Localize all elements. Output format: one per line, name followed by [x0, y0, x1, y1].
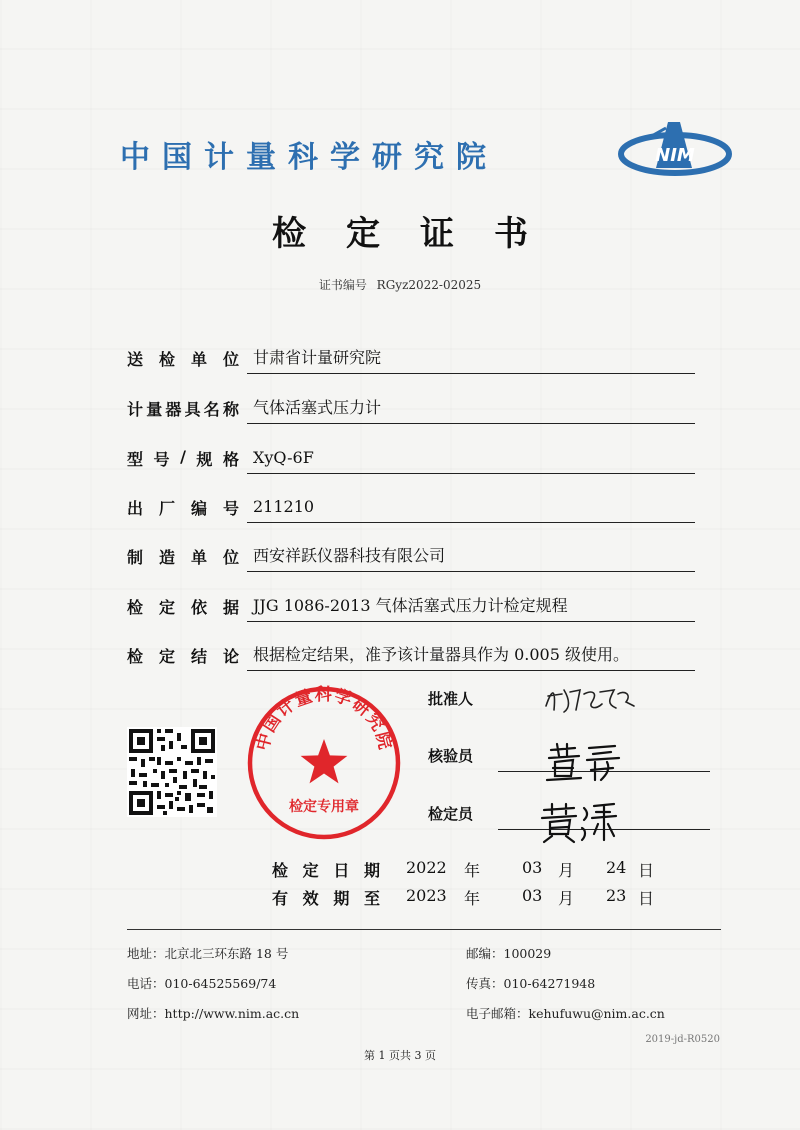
nim-logo	[618, 118, 732, 176]
field-serial	[127, 493, 695, 523]
approver-signature	[540, 680, 640, 720]
year-unit: 年	[464, 861, 481, 880]
check-day: 24	[606, 858, 627, 877]
field-submitter	[127, 344, 695, 374]
website-link[interactable]: 网址：http://www.nim.ac.cn	[127, 1006, 300, 1021]
svg-text:NIM: NIM	[655, 145, 695, 166]
page-number: 第 1 页共 3 页	[364, 1049, 436, 1062]
fax: 传真：010-64271948	[466, 976, 596, 991]
certificate-number	[0, 276, 800, 293]
inspector-label: 检定员	[428, 805, 474, 823]
field-label: 型 号 / 规 格	[127, 447, 239, 469]
valid-date-label: 有 效 期 至	[272, 889, 380, 908]
svg-text:中国计量科学研究院: 中国计量科学研究院	[252, 685, 396, 753]
field-label: 送 检 单 位	[127, 350, 239, 369]
field-label: 检 定 结 论	[127, 647, 239, 666]
valid-month: 03	[522, 886, 543, 905]
field-value: 气体活塞式压力计	[247, 395, 695, 424]
certificate-title: 检定证书	[272, 214, 568, 254]
valid-day: 23	[606, 886, 627, 905]
field-value: 西安祥跃仪器科技有限公司	[247, 543, 695, 572]
official-seal	[244, 683, 404, 843]
qr-code	[127, 727, 217, 817]
field-value: 211210	[247, 494, 695, 523]
field-value: XyQ-6F	[247, 445, 695, 474]
month-unit: 月	[558, 861, 575, 880]
address: 地址：北京北三环东路 18 号	[127, 946, 289, 961]
field-model	[127, 444, 695, 474]
form-code: 2019-jd-R0520	[645, 1034, 720, 1045]
field-value: 甘肃省计量研究院	[247, 345, 695, 374]
day-unit: 日	[638, 889, 655, 908]
year-unit: 年	[464, 889, 481, 908]
footer-divider	[127, 929, 721, 930]
check-year: 2022	[406, 858, 447, 877]
inspector-signature	[540, 800, 620, 844]
field-label: 计 量 器 具 名 称	[127, 400, 239, 419]
cert-no-label: 证书编号	[318, 278, 367, 292]
field-basis	[127, 592, 695, 622]
institute-name: 中国计量科学研究院	[120, 140, 498, 175]
postcode: 邮编：100029	[466, 946, 552, 961]
field-label: 检 定 依 据	[127, 598, 239, 617]
checker-label: 核验员	[428, 747, 474, 765]
field-value: JJG 1086-2013 气体活塞式压力计检定规程	[247, 593, 695, 622]
field-label: 出 厂 编 号	[127, 499, 239, 518]
cert-no-value: RGyz2022-02025	[376, 278, 482, 292]
inspection-date	[272, 858, 662, 882]
field-value: 根据检定结果，准予该计量器具作为 0.005 级使用。	[247, 642, 695, 671]
checker-signature	[545, 740, 625, 784]
field-manufacturer	[127, 542, 695, 572]
valid-until-date	[272, 886, 662, 910]
phone: 电话：010-64525569/74	[127, 976, 277, 991]
month-unit: 月	[558, 889, 575, 908]
field-label: 制 造 单 位	[127, 548, 239, 567]
approver-label: 批准人	[428, 690, 474, 708]
field-instrument-name	[127, 394, 695, 424]
day-unit: 日	[638, 861, 655, 880]
check-date-label: 检 定 日 期	[272, 861, 380, 880]
valid-year: 2023	[406, 886, 447, 905]
check-month: 03	[522, 858, 543, 877]
field-conclusion	[127, 641, 695, 671]
email-link[interactable]: 电子邮箱：kehufuwu@nim.ac.cn	[466, 1006, 665, 1021]
svg-text:检定专用章: 检定专用章	[289, 799, 359, 815]
